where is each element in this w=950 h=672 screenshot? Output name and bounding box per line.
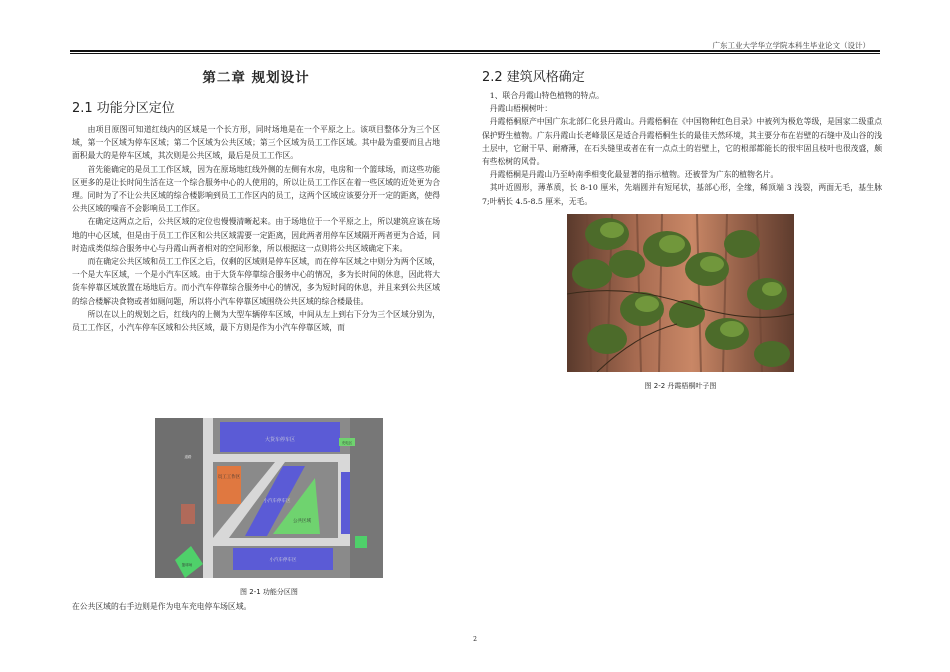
section-title-2-1: 2.1 功能分区定位 xyxy=(72,101,175,116)
zone-label-public-area: 公共区域 xyxy=(293,519,311,524)
page-number: 2 xyxy=(473,636,477,643)
zone-label-charging: 充电区 xyxy=(341,441,353,445)
header-rule-thin xyxy=(70,53,880,54)
paragraph: 由项目原图可知道红线内的区域是一个长方形，同时场地是在一个平原之上。该项目整体分为三个区域，第一个区域为停车区域；第二个区域为公共区域；第三个区域为员工工作区域。其中最为重要而且占地面积最大的是停车区域，其次则是公共区域，最后是员工工作区。 xyxy=(72,125,440,161)
paragraph-continuation: 在公共区域的右手边则是作为电车充电停车场区域。 xyxy=(72,602,252,611)
zone-label-court: 篮球场 xyxy=(181,563,193,567)
functional-zoning-plan-image xyxy=(155,418,383,578)
paragraph: 首先能确定的是员工工作区域，因为在原场地红线外侧的左侧有水房，电房和一个篮球场，而这些功能区更多的是让长时间生活在这一个综合服务中心的人使用的，所以让员工工作区在着一些区域的近处更为合理。同时为了不让公共区域的综合楼影响到员工工作区内的员工，这两个区域应该要分开一定的距离，使得公共区域的噪音不会影响员工工作区。 xyxy=(72,164,440,214)
paragraph: 丹霞梧桐原产中国广东北部仁化县丹霞山。丹霞梧桐在《中国物种红色目录》中被列为极危等级，是国家二级重点保护野生植物。广东丹霞山长老峰景区是适合丹霞梧桐生长的最佳天然环境，其主要分布在岩壁的石缝中及山谷的浅土层中，它耐干旱、耐瘠薄，在石头缝里或者在有一点点土的岩壁上，它的根部都能长的很牢固且枝叶也很茂盛，颇有些松树的风骨。 xyxy=(482,117,882,167)
paragraph: 其叶近圆形，薄革质，长 8-10 厘米，先端圆并有短尾状，基部心形，全缘，稀顶端 3 浅裂，两面无毛，基生脉 7;叶柄长 4.5-8.5 厘米，无毛。 xyxy=(482,183,882,206)
chapter-title: 第二章 规划设计 xyxy=(202,70,310,86)
paragraph: 而在确定公共区域和员工工作区之后，仅剩的区域则是停车区域，而在停车区域之中则分为两个区域，一个是大车区域，一个是小汽车区域。由于大货车停靠综合服务中心的情况，多为长时间的休息，因此将大货车停靠区域放置在场地后方。而小汽车停靠综合服务中心的情况，多为短时间的休息，并且来到公共区域的综合楼解决食物或者如厕问题，所以将小汽车停靠区域围绕公共区域的综合楼最佳。 xyxy=(72,257,440,306)
section-title-2-2: 2.2 建筑风格确定 xyxy=(482,70,585,85)
danxia-wutong-leaves-photo xyxy=(567,214,794,372)
paragraph: 所以在以上的规划之后，红线内的上侧为大型车辆停车区域，中间从左上到右下分为三个区域分别为，员工工作区，小汽车停车区域和公共区域，最下方则是作为小汽车停靠区域，而 xyxy=(72,309,440,333)
right-column xyxy=(482,68,882,208)
zone-label-staff-area: 员工工作区 xyxy=(217,475,241,480)
road-label: 道路 xyxy=(184,455,192,459)
list-item: 1、联合丹霞山特色植物的特点。 xyxy=(489,91,604,100)
figure-caption-2-2: 图 2-2 丹霞梧桐叶子图 xyxy=(644,382,717,390)
running-header: 广东工业大学华立学院本科生毕业论文（设计） xyxy=(712,41,870,50)
header-rule-thick xyxy=(70,50,880,52)
left-column xyxy=(72,68,440,334)
figure-caption-2-1: 图 2-1 功能分区图 xyxy=(240,588,298,596)
paragraph: 丹霞梧桐是丹霞山乃至岭南季相变化最显著的指示植物。还被誉为广东的植物名片。 xyxy=(489,170,779,180)
paragraph: 在确定这两点之后，公共区域的定位也慢慢清晰起来。由于场地位于一个平原之上，所以建筑应该在场地的中心区域，但是由于员工工作区和公共区域需要一定距离，因此两者用停车区域隔开两者更为合适，同时造成类似综合服务中心与丹霞山两者相对的空间形象，所以根据这一点则将公共区域确定下来。 xyxy=(72,217,440,253)
subheading: 丹霞山梧桐树叶： xyxy=(489,104,553,114)
zone-label-lower-parking: 小汽车停车区 xyxy=(269,558,297,563)
zone-label-truck-parking: 大货车停车区 xyxy=(264,437,296,443)
zone-label-car-parking: 小汽车停车区 xyxy=(263,499,291,504)
